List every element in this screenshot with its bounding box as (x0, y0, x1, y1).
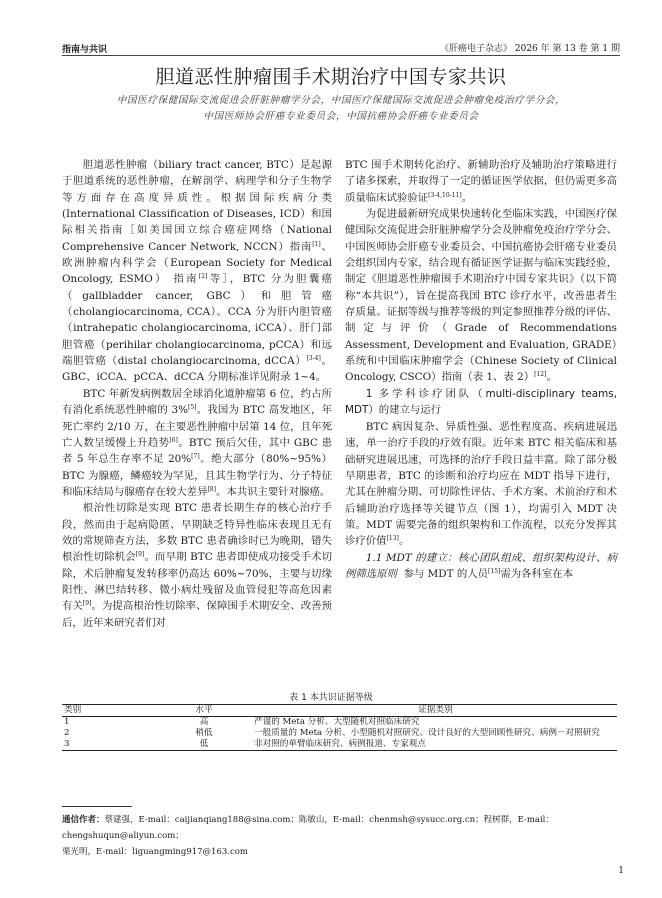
paragraph-intro: 胆道恶性肿瘤（biliary tract cancer, BTC）是起源于胆道系统的恶性肿瘤，在解剖学、病理学和分子生物学等方面存在高度异质性。根据国际疾病分类(International Classification of Diseases, ICD）和国际相关指南［如美国国立综合癌症网络（National Comprehensive Cancer Network, NCCN）指南[1]、欧洲肿瘤内科学会（European Society for Medical Oncology, ESMO） 指南[2]等］，BTC 分为胆囊癌（gallbladder cancer, GBC）和胆管癌（cholangiocarcinoma, CCA）。CCA 分为肝内胆管癌（intrahepatic cholangiocarcinoma, iCCA）、肝门部胆管癌（perihilar cholangiocarcinoma, pCCA）和远端胆管癌（distal cholangiocarcinoma, dCCA）[3-4]。GBC、iCCA、pCCA、dCCA 分期标准详见附录 1~4。 (62, 159, 332, 384)
affiliation-line-1: 中国医疗保健国际交流促进会肝脏肿瘤学分会，中国医疗保健国际交流促进会肿瘤免疫治疗学分会， (116, 95, 566, 106)
footnote-line-2: 栗光明，E-mail：liguangming917@163.com (62, 847, 248, 857)
paragraph-epidemiology: BTC 年新发病例数居全球消化道肿瘤第 6 位，约占所有消化系统恶性肿瘤的 3%[5]。我国为 BTC 高发地区，年死亡率约 2/10 万，在主要恶性肿瘤中居第 14 位，且年死亡人数呈缓慢上升趋势[6]。BTC 预后欠佳，其中 GBC 患者 5 年总生存率不足 20%[7]。绝大部分（80%~95%）BTC 为腺癌，鳞癌较为罕见，且其生物学行为、分子特征和临床结局与腺癌存在较大差异[8]。本共识主要针对腺癌。 (62, 387, 332, 498)
column-header: 证据类别 (254, 705, 617, 717)
citation: [3-4] (306, 355, 321, 363)
column-header: 类别 (62, 705, 154, 717)
table-row (62, 728, 617, 739)
subsection-1-1: 1.1 MDT 的建立：核心团队组成、组织架构设计、病例筛选原则 参与 MDT 的人员[15]需为各科室在本 (345, 551, 617, 580)
citation: [5] (187, 404, 197, 412)
table-cell: 1 (64, 717, 70, 727)
subsection-heading: 1.1 MDT 的建立：核心团队组成、组织架构设计、病例筛选原则 (345, 551, 617, 580)
paragraph-purpose: 为促进最新研究成果快速转化至临床实践，中国医疗保健国际交流促进会肝脏肿瘤学分会及肿瘤免疫治疗学分会、中国医师协会肝癌专业委员会、中国抗癌协会肝癌专业委员会组织国内专家，结合现有循证医学证据与临床实践经验，制定《胆道恶性肿瘤围手术期治疗中国专家共识》（以下简称“本共识”），旨在提高我国 BTC 诊疗水平，改善患者生存质量。证据等级与推荐等级的判定参照推荐分级的评估、制定与评价（Grade of Recommendations Assessment, Development and Evaluation, GRADE）系统和中国临床肿瘤学会（Chinese Society of Clinical Oncology, CSCO）指南（表 1、表 2）[12]。 (345, 208, 617, 384)
paragraph-continued: BTC 围手术期转化治疗、新辅助治疗及辅助治疗策略进行了诸多探索，并取得了一定的循证医学依据，但仍需更多高质量临床试验验证[3-4,10-11]。 (345, 159, 617, 204)
table-cell: 一般质量的 Meta 分析、小型随机对照研究、设计良好的大型回顾性研究、病例－对照研究 (254, 728, 600, 738)
table-cell: 严谨的 Meta 分析、大型随机对照临床研究 (254, 717, 420, 727)
table-cell: 高 (199, 717, 209, 727)
citation: [6] (169, 436, 178, 444)
footnote-rule (62, 806, 132, 807)
journal-info: 《肝癌电子杂志》 2026 年 第 13 卷 第 1 期 (440, 44, 620, 54)
citation: [12] (534, 371, 547, 379)
right-column (345, 157, 617, 582)
evidence-level-table (62, 704, 617, 751)
table-cell: 非对照的单臂临床研究、病例报道、专家观点 (254, 739, 617, 751)
table-cell: 3 (62, 739, 154, 751)
citation: [9] (135, 551, 145, 559)
table-cell: 稍低 (195, 728, 213, 738)
section-heading-1: 1 多学科诊疗团队（multi-disciplinary teams, MDT）的建立与运行 (345, 387, 617, 417)
page-number: 1 (618, 866, 624, 876)
affiliation-line-2: 中国医师协会肝癌专业委员会，中国抗癌协会肝癌专业委员会 (203, 111, 479, 122)
table-row (62, 739, 617, 751)
table-row (62, 717, 617, 729)
table-header-row (62, 705, 617, 717)
citation: [9] (82, 600, 92, 608)
left-column (62, 157, 332, 631)
citation: [1] (312, 240, 321, 248)
paragraph-resection: 根治性切除是实现 BTC 患者长期生存的核心治疗手段，然而由于起病隐匿、早期缺乏特异性临床表现且无有效的常规筛查方法，多数 BTC 患者确诊时已为晚期，错失根治性切除机会[9]。而早期 BTC 患者即使成功接受手术切除，术后肿瘤复发转移率仍高达 60%~70%，主要与切缘阳性、淋巴结转移、微小病灶残留及血管侵犯等高危因素有关[9]。为提高根治性切除率、保障围手术期安全、改善预后，近年来研究者们对 (62, 502, 333, 629)
article-title: 胆道恶性肿瘤围手术期治疗中国专家共识 (155, 66, 507, 88)
footnote-line-1: 通信作者：蔡建强，E-mail：caijianqiang188@sina.com；陈敏山，E-mail：chenmsh@sysucc.org.cn；程树群，E-mail：chengshuqun@aliyun.com； (62, 815, 554, 841)
citation: [2] (198, 273, 208, 281)
header-rule (62, 55, 620, 56)
table-caption: 表 1 本共识证据等级 (289, 693, 373, 703)
citation: [7] (191, 453, 200, 461)
paragraph-mdt: BTC 病因复杂、异质性强、恶性程度高、疾病进展迅速，单一治疗手段的疗效有限。近年来 BTC 相关临床和基础研究进展迅速，可选择的治疗手段日益丰富。除了部分极早期患者，BTC 的诊断和治疗均应在 MDT 指导下进行，尤其在肿瘤分期、可切除性评估、手术方案、术前治疗和术后辅助治疗选择等关键节点（图 1），均需引入 MDT 决策。MDT 需要完备的组织架构和工作流程，以充分发挥其诊疗价值[13]。 (345, 420, 617, 548)
section-label: 指南与共识 (62, 45, 108, 55)
table-cell: 低 (154, 739, 254, 751)
citation: [8] (207, 485, 216, 493)
citation: [13] (386, 535, 399, 543)
column-header: 水平 (154, 705, 254, 717)
corresponding-authors (62, 812, 622, 860)
table-cell: 2 (64, 728, 70, 738)
citation: [15] (488, 567, 501, 575)
citation: [3-4,10-11] (428, 191, 462, 199)
footnote-label: 通信作者： (62, 815, 105, 825)
